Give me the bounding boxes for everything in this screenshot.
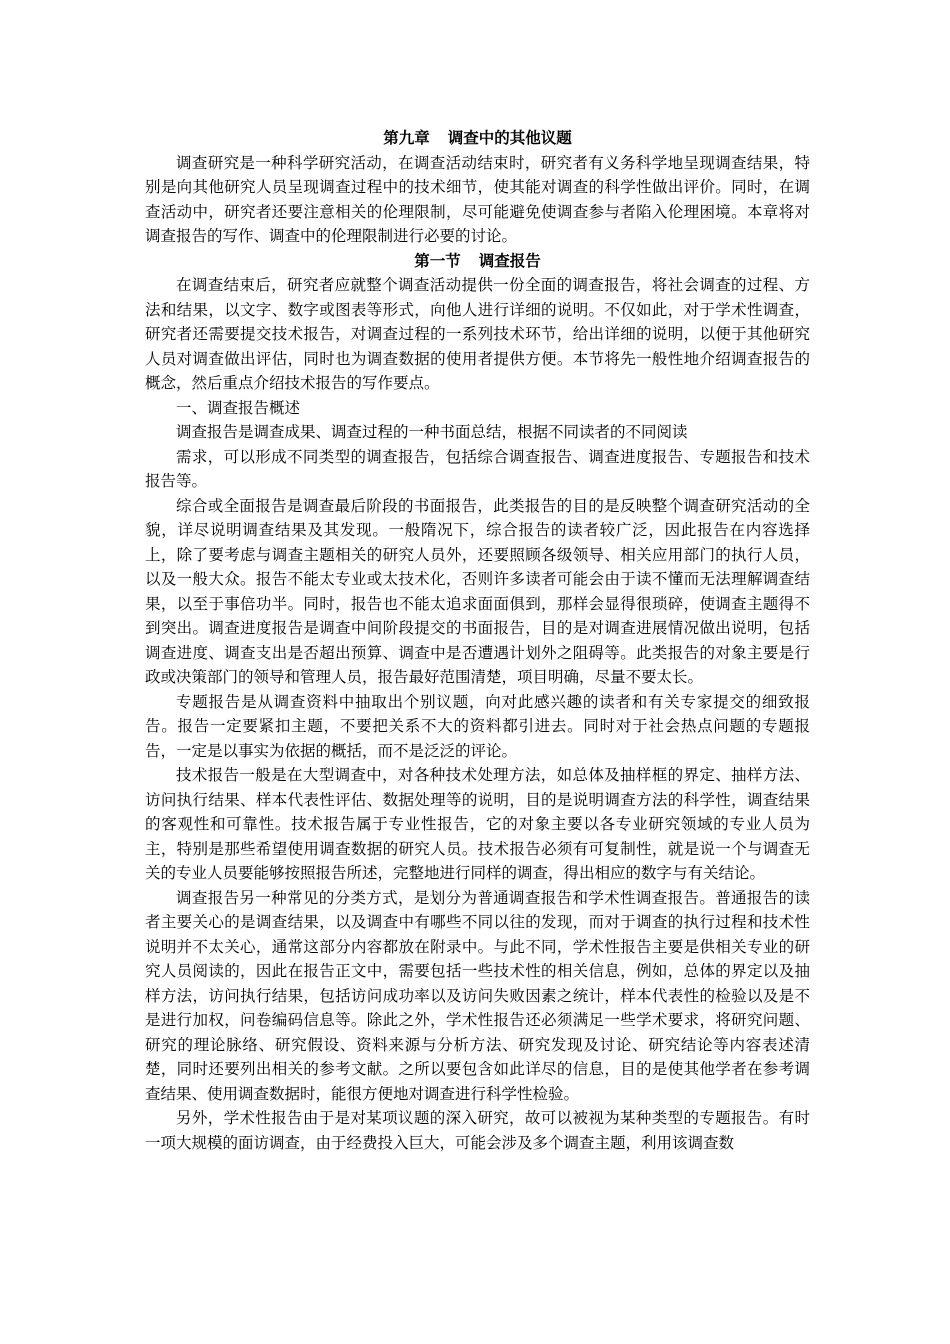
paragraph: 另外，学术性报告由于是对某项议题的深入研究，故可以被视为某种类型的专题报告。有时一项大规模的面访调查，由于经费投入巨大，可能会涉及多个调查主题，利用该调查数 xyxy=(145,1109,810,1152)
chapter-number: 第九章 xyxy=(383,128,430,147)
subsection-heading: 一、调查报告概述 xyxy=(176,398,301,417)
paragraph: 需求，可以形成不同类型的调查报告，包括综合调查报告、调查进度报告、专题报告和技术报告等。 xyxy=(145,447,810,490)
chapter-heading xyxy=(145,126,810,151)
section-heading xyxy=(145,249,810,274)
paragraph: 技术报告一般是在大型调查中，对各种技术处理方法，如总体及抽样框的界定、抽样方法、访问执行结果、样本代表性评估、数据处理等的说明，目的是说明调查方法的科学性，调查结果的客观性和可靠性。技术报告属于专业性报告，它的对象主要以各专业研究领域的专业人员为主，特别是那些希望使用调查数据的研究人员。技术报告必须有可复制性，就是说一个与调查无关的专业人员要能够按照报告所述，完整地进行同样的调查，得出相应的数字与有关结论。 xyxy=(145,766,810,882)
paragraph: 专题报告是从调查资料中抽取出个别议题，向对此感兴趣的读者和有关专家提交的细致报告。报告一定要紧扣主题，不要把关系不大的资料都引进去。同时对于社会热点问题的专题报告，一定是以事实为依据的概括，而不是泛泛的评论。 xyxy=(145,692,810,760)
document-page xyxy=(145,126,810,1155)
intro-paragraph: 调查研究是一种科学研究活动，在调查活动结束时，研究者有义务科学地呈现调查结果，特别是向其他研究人员呈现调查过程中的技术细节，使其能对调查的科学性做出评价。同时，在调查活动中，研究者还要注意相关的伦理限制，尽可能避免使调查参与者陷入伦理困境。本章将对调查报告的写作、调查中的伦理限制进行必要的讨论。 xyxy=(145,153,810,245)
paragraph: 调查报告另一种常见的分类方式，是划分为普通调查报告和学术性调查报告。普通报告的读者主要关心的是调查结果，以及调查中有哪些不同以往的发现，而对于调查的执行过程和技术性说明并不太关心，通常这部分内容都放在附录中。与此不同，学术性报告主要是供相关专业的研究人员阅读的，因此在报告正文中，需要包括一些技术性的相关信息，例如，总体的界定以及抽样方法，访问执行结果，包括访问成功率以及访问失败因素之统计，样本代表性的检验以及是不是进行加权，问卷编码信息等。除此之外，学术性报告还必须满足一些学术要求，将研究问题、研究的理论脉络、研究假设、资料来源与分析方法、研究发现及讨论、研究结论等内容表述清楚，同时还要列出相关的参考文献。之所以要包含如此详尽的信息，目的是使其他学者在参考调查结果、使用调查数据时，能很方便地对调查进行科学性检验。 xyxy=(145,888,810,1103)
section-number: 第一节 xyxy=(414,250,461,270)
paragraph: 在调查结束后，研究者应就整个调查活动提供一份全面的调查报告，将社会调查的过程、方法和结果，以文字、数字或图表等形式，向他人进行详细的说明。不仅如此，对于学术性调查，研究者还需要提交技术报告，对调查过程的一系列技术环节，给出详细的说明，以便于其他研究人员对调查做出评估，同时也为调查数据的使用者提供方便。本节将先一般性地介绍调查报告的概念，然后重点介绍技术报告的写作要点。 xyxy=(145,276,810,392)
paragraph: 调查报告是调查成果、调查过程的一种书面总结，根据不同读者的不同阅读 xyxy=(176,423,688,441)
section-title: 调查报告 xyxy=(478,250,541,270)
paragraph: 综合或全面报告是调查最后阶段的书面报告，此类报告的目的是反映整个调查研究活动的全貌，详尽说明调查结果及其发现。一般隋况下，综合报告的读者较广泛，因此报告在内容选择上，除了要考虑与调查主题相关的研究人员外，还要照顾各级领导、相关应用部门的执行人员，以及一般大众。报告不能太专业或太技术化，否则许多读者可能会由于读不懂而无法理解调查结果，以至于事倍功半。同时，报告也不能太追求面面俱到，那样会显得很琐碎，使调查主题得不到突出。调查进度报告是调查中间阶段提交的书面报告，目的是对调查进展情况做出说明，包括调查进度、调查支出是否超出预算、调查中是否遭遇计划外之阻碍等。此类报告的对象主要是行政或决策部门的领导和管理人员，报告最好范围清楚，项目明确，尽量不要太长。 xyxy=(145,496,810,686)
chapter-title: 调查中的其他议题 xyxy=(447,128,572,147)
